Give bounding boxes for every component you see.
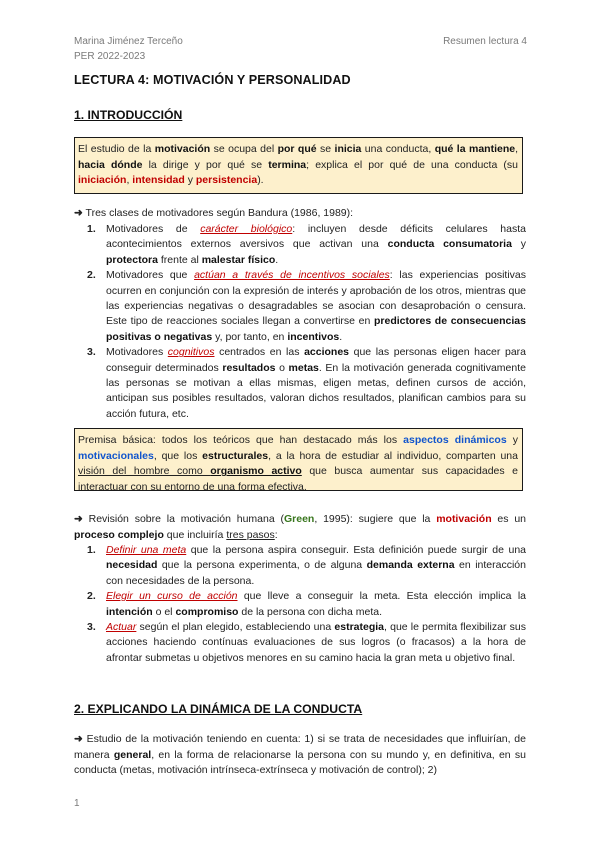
green-review: ➜ Revisión sobre la motivación humana (Green, 1995): sugiere que la motivación es un proceso complejo que incluiría tres pasos: (74, 513, 527, 541)
steps-list (87, 543, 526, 666)
motivators-list (87, 222, 526, 422)
dynamics-paragraph: ➜ Estudio de la motivación teniendo en cuenta: 1) si se trata de necesidades que influirían, de manera general, en la forma de relacionarse la persona con su mundo y, en definitiva, en su conducta (metas, motivación intrínseca-extrínseca y motivación de control); 2) (74, 733, 526, 777)
list-item: 1. Motivadores de carácter biológico: incluyen desde déficits celulares hasta acontecimientos externos aversivos que activan una conducta consumatoria y protectora frente al malestar físico. (87, 223, 526, 266)
arrow-icon: ➜ (74, 513, 83, 525)
list-item: 1. Definir una meta que la persona aspira conseguir. Esta definición puede surgir de una necesidad que la persona experimenta, o de alguna demanda externa en interacción con necesidades de la persona. (87, 544, 526, 587)
list-item: 3. Motivadores cognitivos centrados en las acciones que las personas eligen hacer para conseguir determinados resultados o metas. En la motivación generada cognitivamente las personas se motivan a ellas mismas, eligen metas, definen cursos de acción, anticipan sus posibles resultados, valoran dichos resultados, planifican cambios para su acción futura, etc. (87, 346, 526, 420)
arrow-icon: ➜ (74, 733, 83, 745)
header-author: Marina Jiménez Terceño (74, 36, 183, 47)
motivation-definition-box: El estudio de la motivación se ocupa del por qué se inicia una conducta, qué la mantiene, hacia dónde la dirige y por qué se termina; explica el por qué de una conducta (su iniciación, intensidad y persistencia). (74, 137, 523, 194)
section-heading-dinamica: 2. EXPLICANDO LA DINÁMICA DE LA CONDUCTA (74, 702, 363, 716)
motivators-intro: ➜ Tres clases de motivadores según Bandura (1986, 1989): (74, 207, 354, 219)
section-heading-introduccion: 1. INTRODUCCIÓN (74, 108, 183, 122)
list-item: 2. Elegir un curso de acción que lleve a conseguir la meta. Esta elección implica la intención o el compromiso de la persona con dicha meta. (87, 590, 526, 618)
page-title: LECTURA 4: MOTIVACIÓN Y PERSONALIDAD (74, 73, 351, 87)
arrow-icon: ➜ (74, 207, 83, 219)
header-right: Resumen lectura 4 (443, 36, 527, 47)
premise-box: Premisa básica: todos los teóricos que han destacado más los aspectos dinámicos y motivacionales, que los estructurales, a la hora de estudiar al individuo, comparten una visión del hombre como organismo activo que busca aumentar sus capacidades e interactuar con su entorno de una forma efectiva. (74, 428, 523, 491)
header-course: PER 2022-2023 (74, 51, 146, 62)
page-number: 1 (74, 798, 80, 809)
list-item: 3. Actuar según el plan elegido, estableciendo una estrategia, que le permita flexibilizar sus acciones haciendo contínuas evaluaciones de sus logros (o fracasos) a la hora de afrontar submetas u objetivos menores en su camino hacia la gran meta u objetivo final. (87, 621, 526, 664)
list-item: 2. Motivadores que actúan a través de incentivos sociales: las experiencias positivas ocurren en conjunción con la expresión de interés y aprobación de los otros, mientras que las experiencias negativas o desagradables se asocian con desaprobación o censura. Este tipo de reacciones sociales llegan a convertirse en predictores de consecuencias positivas o negativas y, por tanto, en incentivos. (87, 269, 526, 343)
